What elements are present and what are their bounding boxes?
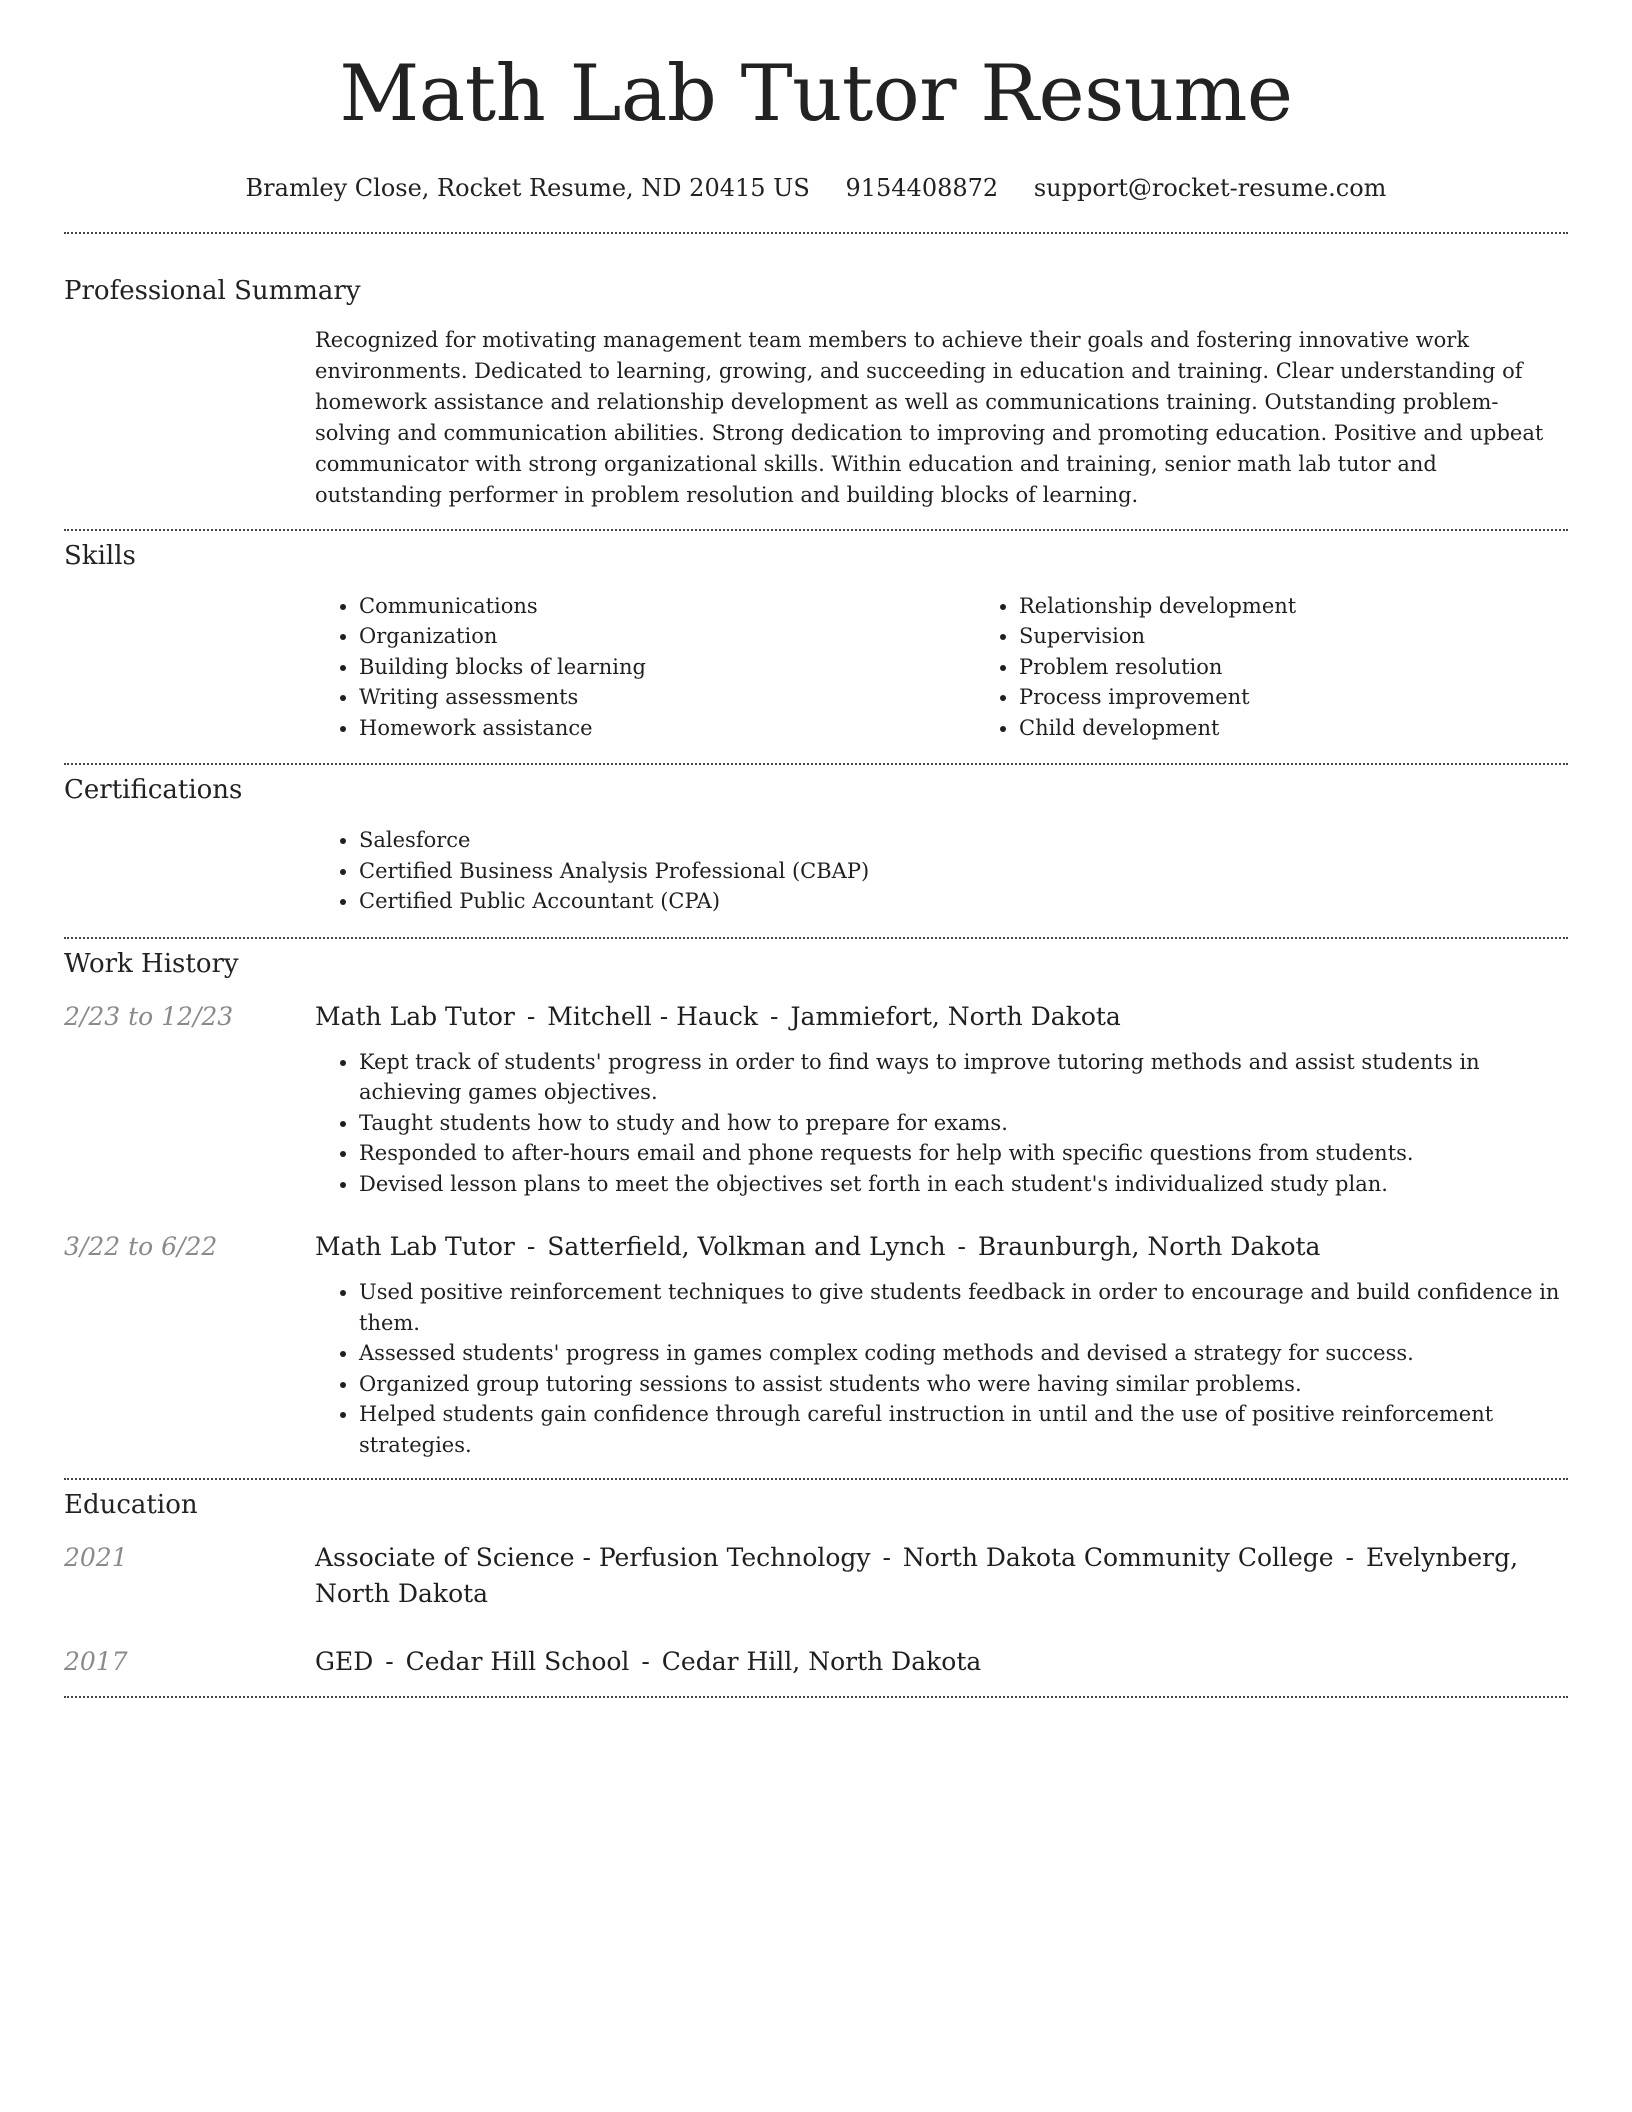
summary-text: Recognized for motivating management team members to achieve their goals and fostering innovative work environments. Dedicated to learning, growing, and succeeding in education and training. Clear understanding of homework assistance and relationship development as well as communications training. Outstanding problem-solving and communication abilities. Strong dedication to improving and promoting education. Positive and upbeat communicator with strong organizational skills. Within education and training, senior math lab tutor and outstanding performer in problem resolution and building blocks of learning. (315, 327, 1544, 507)
contact-line (64, 174, 1568, 202)
list-item: • Child development (1019, 713, 1568, 744)
list-item: • Salesforce (359, 825, 1568, 856)
job-bullets (315, 1277, 1568, 1460)
education-school: Cedar Hill School (405, 1647, 630, 1677)
education-entry: 2021 Associate of Science - Perfusion Technology - North Dakota Community College - Evelynberg, North Dakota (64, 1540, 1568, 1612)
list-item: • Relationship development (1019, 591, 1568, 622)
job-dates: 2/23 to 12/23 (64, 1001, 234, 1031)
list-item: • Used positive reinforcement techniques to give students feedback in order to encourage and build confidence in them. (359, 1277, 1568, 1338)
list-item: • Organized group tutoring sessions to assist students who were having similar problems. (359, 1369, 1568, 1400)
divider (64, 1696, 1568, 1698)
education-entry: 2017 GED - Cedar Hill School - Cedar Hill, North Dakota (64, 1644, 1568, 1680)
education-section (64, 1480, 1568, 1680)
work-history-section (64, 939, 1568, 1461)
list-item: • Kept track of students' progress in order to find ways to improve tutoring methods and assist students in achieving games objectives. (359, 1047, 1568, 1108)
section-heading-skills: Skills (64, 540, 136, 571)
page-title: Math Lab Tutor Resume (339, 49, 1293, 139)
job-heading: Math Lab Tutor - Mitchell - Hauck - Jammiefort, North Dakota (315, 1001, 1121, 1031)
job-company: Satterfield, Volkman and Lynch (547, 1232, 946, 1262)
education-degree: Associate of Science - Perfusion Technology (315, 1543, 871, 1573)
job-title: Math Lab Tutor (315, 1232, 515, 1262)
list-item: • Assessed students' progress in games complex coding methods and devised a strategy for success. (359, 1338, 1568, 1369)
list-item: • Supervision (1019, 621, 1568, 652)
education-school: North Dakota Community College (902, 1543, 1334, 1573)
section-heading-summary: Professional Summary (64, 275, 361, 306)
list-item: • Devised lesson plans to meet the objectives set forth in each student's individualized study plan. (359, 1169, 1568, 1200)
job-title: Math Lab Tutor (315, 1001, 515, 1031)
job-location: Braunburgh, North Dakota (977, 1232, 1321, 1262)
skills-section (64, 531, 1568, 744)
list-item: • Process improvement (1019, 682, 1568, 713)
list-item: • Communications (359, 591, 975, 622)
section-heading-work: Work History (64, 948, 239, 979)
job-company: Mitchell - Hauck (547, 1001, 759, 1031)
email-link[interactable]: support@rocket-resume.com (1033, 173, 1387, 202)
education-year: 2021 (64, 1543, 128, 1573)
list-item: • Responded to after-hours email and phone requests for help with specific questions from students. (359, 1138, 1568, 1169)
job-heading: Math Lab Tutor - Satterfield, Volkman and Lynch - Braunburgh, North Dakota (315, 1232, 1321, 1262)
job-location: Jammiefort, North Dakota (790, 1001, 1121, 1031)
education-location: Evelynberg, North Dakota (315, 1543, 1519, 1609)
summary-section (64, 234, 1568, 511)
skills-list-right (975, 591, 1568, 744)
education-degree: GED (315, 1647, 374, 1677)
list-item: • Organization (359, 621, 975, 652)
list-item: • Homework assistance (359, 713, 975, 744)
list-item: • Certified Business Analysis Professional (CBAP) (359, 856, 1568, 887)
certifications-list (315, 825, 1568, 917)
section-heading-education: Education (64, 1490, 198, 1521)
education-location: Cedar Hill, North Dakota (661, 1647, 982, 1677)
education-year: 2017 (64, 1647, 128, 1677)
phone-text: 9154408872 (845, 173, 999, 202)
job-dates: 3/22 to 6/22 (64, 1232, 218, 1262)
list-item: • Helped students gain confidence through careful instruction in until and the use of positive reinforcement strategies. (359, 1399, 1568, 1460)
list-item: • Writing assessments (359, 682, 975, 713)
list-item: • Certified Public Accountant (CPA) (359, 886, 1568, 917)
list-item: • Building blocks of learning (359, 652, 975, 683)
address-text: Bramley Close, Rocket Resume, ND 20415 US (245, 173, 810, 202)
list-item: • Problem resolution (1019, 652, 1568, 683)
job-entry (64, 1229, 1568, 1460)
skills-list-left (315, 591, 975, 744)
list-item: • Taught students how to study and how to prepare for exams. (359, 1108, 1568, 1139)
job-bullets (315, 1047, 1568, 1200)
certifications-section (64, 765, 1568, 917)
job-entry (64, 999, 1568, 1200)
section-heading-certifications: Certifications (64, 775, 243, 806)
